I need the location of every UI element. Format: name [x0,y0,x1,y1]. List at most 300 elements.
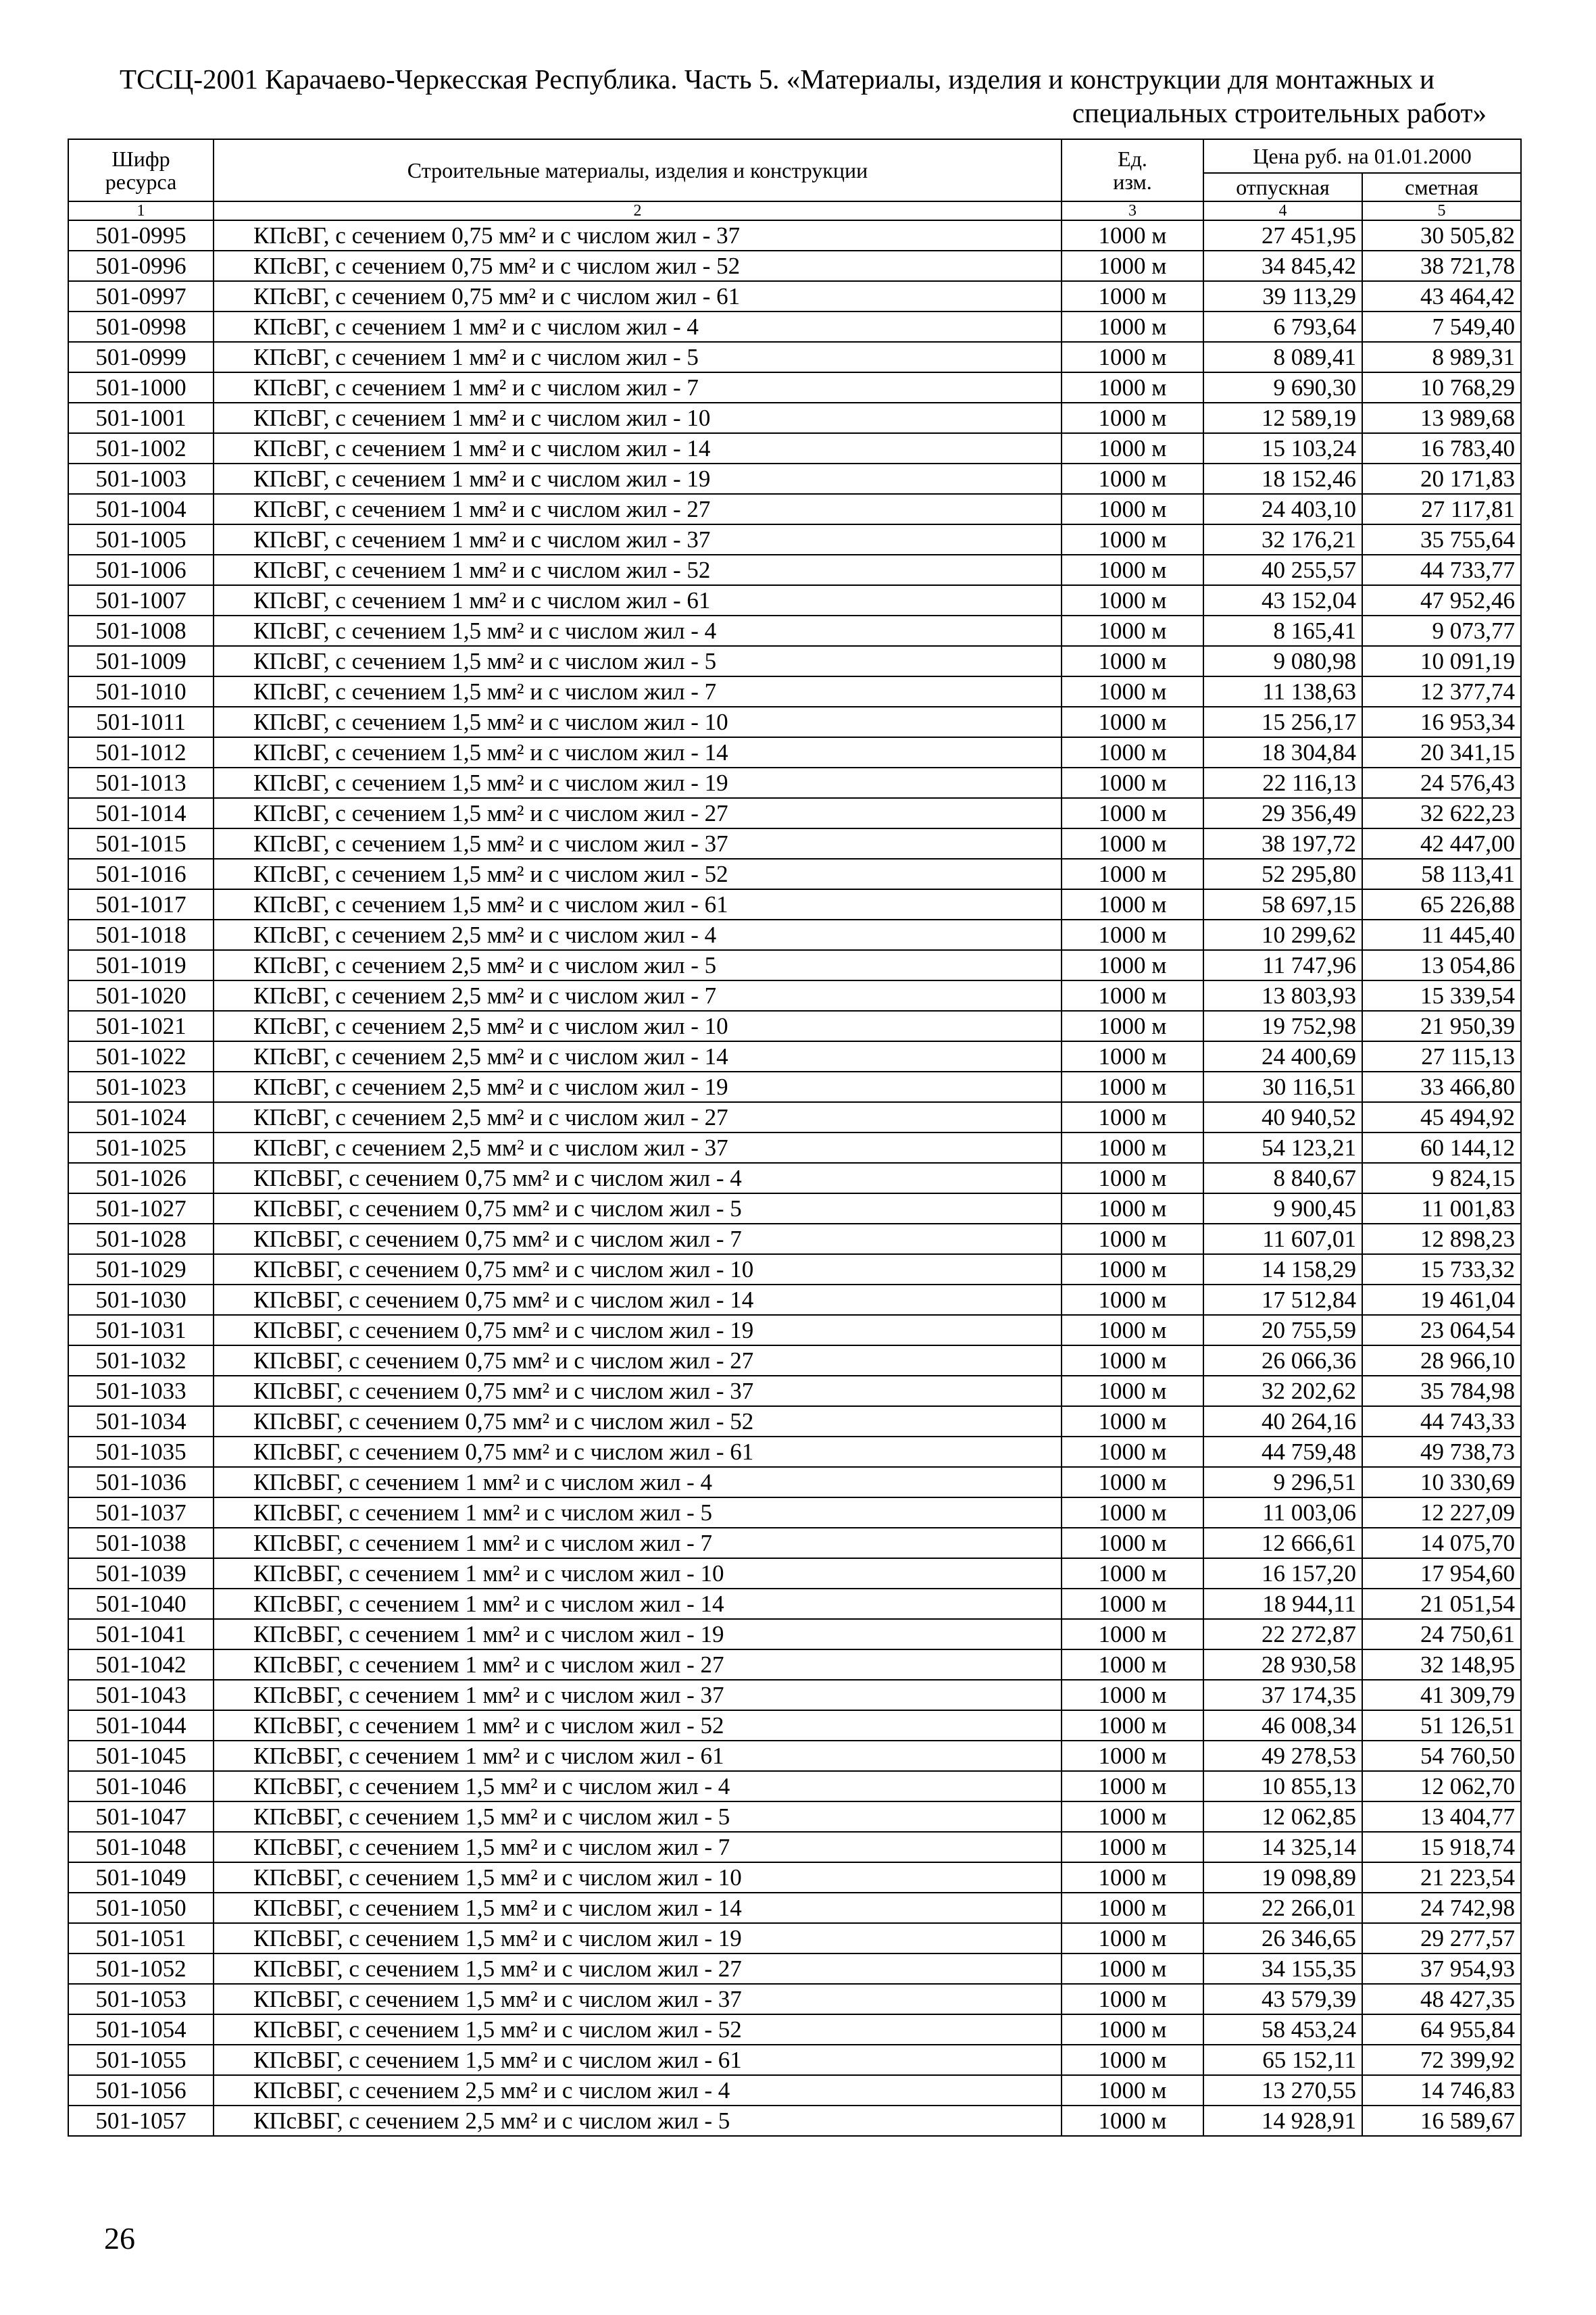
cell-name: КПсВБГ, с сечением 2,5 мм² и с числом жил - 5 [214,2106,1062,2136]
cell-code: 501-1045 [68,1741,214,1771]
cell-code: 501-1010 [68,676,214,707]
table-row [68,1315,1521,1345]
cell-name: КПсВГ, с сечением 1,5 мм² и с числом жил - 14 [214,737,1062,768]
cell-name: КПсВГ, с сечением 1,5 мм² и с числом жил - 4 [214,616,1062,646]
cell-estimate: 12 227,09 [1362,1497,1521,1528]
cell-estimate: 16 953,34 [1362,707,1521,737]
col-number-2: 2 [214,201,1062,220]
cell-name: КПсВБГ, с сечением 1 мм² и с числом жил - 37 [214,1680,1062,1710]
cell-unit: 1000 м [1062,676,1203,707]
cell-unit: 1000 м [1062,2075,1203,2106]
cell-unit: 1000 м [1062,798,1203,828]
cell-code: 501-1018 [68,920,214,950]
cell-estimate: 13 989,68 [1362,403,1521,433]
cell-estimate: 51 126,51 [1362,1710,1521,1741]
cell-release: 40 255,57 [1203,555,1362,585]
cell-code: 501-1033 [68,1376,214,1406]
cell-unit: 1000 м [1062,1193,1203,1224]
cell-release: 18 152,46 [1203,464,1362,494]
cell-name: КПсВГ, с сечением 1 мм² и с числом жил - 4 [214,312,1062,342]
table-row [68,1285,1521,1315]
cell-estimate: 11 445,40 [1362,920,1521,950]
cell-code: 501-1021 [68,1011,214,1041]
cell-code: 501-1036 [68,1467,214,1497]
cell-estimate: 16 589,67 [1362,2106,1521,2136]
cell-estimate: 27 115,13 [1362,1041,1521,1072]
cell-code: 501-1016 [68,859,214,889]
cell-unit: 1000 м [1062,737,1203,768]
cell-unit: 1000 м [1062,646,1203,676]
cell-estimate: 19 461,04 [1362,1285,1521,1315]
cell-release: 58 453,24 [1203,2014,1362,2045]
table-row [68,1437,1521,1467]
cell-name: КПсВГ, с сечением 1 мм² и с числом жил - 61 [214,585,1062,616]
cell-code: 501-1030 [68,1285,214,1315]
table-row [68,2075,1521,2106]
cell-release: 11 747,96 [1203,950,1362,980]
cell-name: КПсВГ, с сечением 1,5 мм² и с числом жил - 27 [214,798,1062,828]
cell-name: КПсВГ, с сечением 1,5 мм² и с числом жил - 10 [214,707,1062,737]
cell-estimate: 45 494,92 [1362,1102,1521,1132]
table-row [68,1528,1521,1558]
cell-release: 65 152,11 [1203,2045,1362,2075]
table-row [68,1893,1521,1923]
cell-name: КПсВБГ, с сечением 1 мм² и с числом жил - 10 [214,1558,1062,1589]
cell-code: 501-1020 [68,980,214,1011]
table-row [68,251,1521,281]
table-row [68,798,1521,828]
cell-code: 501-1039 [68,1558,214,1589]
table-row [68,1589,1521,1619]
cell-release: 13 270,55 [1203,2075,1362,2106]
table-row [68,1680,1521,1710]
cell-unit: 1000 м [1062,585,1203,616]
cell-release: 28 930,58 [1203,1649,1362,1680]
cell-unit: 1000 м [1062,1528,1203,1558]
cell-unit: 1000 м [1062,1163,1203,1193]
cell-estimate: 24 750,61 [1362,1619,1521,1649]
cell-code: 501-1017 [68,889,214,920]
cell-release: 12 062,85 [1203,1801,1362,1832]
cell-unit: 1000 м [1062,828,1203,859]
cell-release: 40 940,52 [1203,1102,1362,1132]
cell-code: 501-1057 [68,2106,214,2136]
cell-unit: 1000 м [1062,1497,1203,1528]
table-row [68,1862,1521,1893]
table-row [68,1467,1521,1497]
table-row [68,1345,1521,1376]
table-row [68,1132,1521,1163]
cell-name: КПсВБГ, с сечением 0,75 мм² и с числом жил - 52 [214,1406,1062,1437]
header-line-2: специальных строительных работ» [1072,97,1487,128]
cell-release: 15 256,17 [1203,707,1362,737]
cell-estimate: 43 464,42 [1362,281,1521,312]
cell-unit: 1000 м [1062,1619,1203,1649]
cell-name: КПсВГ, с сечением 2,5 мм² и с числом жил - 5 [214,950,1062,980]
cell-estimate: 15 918,74 [1362,1832,1521,1862]
cell-estimate: 35 784,98 [1362,1376,1521,1406]
cell-release: 8 840,67 [1203,1163,1362,1193]
cell-code: 501-1003 [68,464,214,494]
cell-unit: 1000 м [1062,1984,1203,2014]
cell-estimate: 20 171,83 [1362,464,1521,494]
table-row [68,281,1521,312]
cell-estimate: 9 073,77 [1362,616,1521,646]
cell-release: 58 697,15 [1203,889,1362,920]
cell-release: 39 113,29 [1203,281,1362,312]
table-row [68,494,1521,524]
cell-estimate: 29 277,57 [1362,1923,1521,1953]
cell-estimate: 21 051,54 [1362,1589,1521,1619]
table-row [68,1497,1521,1528]
cell-release: 38 197,72 [1203,828,1362,859]
cell-name: КПсВБГ, с сечением 1,5 мм² и с числом жил - 52 [214,2014,1062,2045]
cell-unit: 1000 м [1062,464,1203,494]
cell-code: 501-1053 [68,1984,214,2014]
table-row [68,1224,1521,1254]
cell-estimate: 20 341,15 [1362,737,1521,768]
cell-estimate: 72 399,92 [1362,2045,1521,2075]
cell-unit: 1000 м [1062,2045,1203,2075]
cell-code: 501-1031 [68,1315,214,1345]
cell-estimate: 65 226,88 [1362,889,1521,920]
cell-estimate: 27 117,81 [1362,494,1521,524]
table-row [68,585,1521,616]
cell-unit: 1000 м [1062,1406,1203,1437]
table-row [68,433,1521,464]
table-row [68,616,1521,646]
cell-name: КПсВБГ, с сечением 2,5 мм² и с числом жил - 4 [214,2075,1062,2106]
col-number-4: 4 [1203,201,1362,220]
cell-unit: 1000 м [1062,1680,1203,1710]
table-row [68,889,1521,920]
cell-estimate: 23 064,54 [1362,1315,1521,1345]
cell-name: КПсВБГ, с сечением 1 мм² и с числом жил - 52 [214,1710,1062,1741]
cell-release: 27 451,95 [1203,220,1362,251]
cell-release: 11 607,01 [1203,1224,1362,1254]
cell-release: 18 304,84 [1203,737,1362,768]
cell-unit: 1000 м [1062,372,1203,403]
cell-name: КПсВБГ, с сечением 1 мм² и с числом жил - 7 [214,1528,1062,1558]
cell-estimate: 28 966,10 [1362,1345,1521,1376]
col-header-unit-line2: изм. [1113,170,1152,194]
table-row [68,372,1521,403]
cell-estimate: 16 783,40 [1362,433,1521,464]
col-number-5: 5 [1362,201,1521,220]
cell-release: 8 165,41 [1203,616,1362,646]
col-header-code [68,139,214,201]
cell-code: 501-1015 [68,828,214,859]
cell-unit: 1000 м [1062,1132,1203,1163]
cell-code: 501-0995 [68,220,214,251]
cell-unit: 1000 м [1062,1224,1203,1254]
cell-estimate: 10 768,29 [1362,372,1521,403]
cell-name: КПсВБГ, с сечением 0,75 мм² и с числом жил - 37 [214,1376,1062,1406]
cell-estimate: 14 746,83 [1362,2075,1521,2106]
cell-name: КПсВГ, с сечением 0,75 мм² и с числом жил - 37 [214,220,1062,251]
cell-code: 501-1037 [68,1497,214,1528]
cell-unit: 1000 м [1062,707,1203,737]
cell-name: КПсВГ, с сечением 1,5 мм² и с числом жил - 7 [214,676,1062,707]
cell-name: КПсВБГ, с сечением 1,5 мм² и с числом жил - 14 [214,1893,1062,1923]
cell-unit: 1000 м [1062,1649,1203,1680]
cell-release: 22 272,87 [1203,1619,1362,1649]
table-row [68,1041,1521,1072]
table-row [68,2106,1521,2136]
cell-name: КПсВБГ, с сечением 1,5 мм² и с числом жил - 4 [214,1771,1062,1801]
cell-release: 26 066,36 [1203,1345,1362,1376]
cell-estimate: 42 447,00 [1362,828,1521,859]
table-row [68,403,1521,433]
cell-name: КПсВГ, с сечением 1 мм² и с числом жил - 37 [214,524,1062,555]
cell-name: КПсВГ, с сечением 2,5 мм² и с числом жил - 27 [214,1102,1062,1132]
cell-code: 501-1043 [68,1680,214,1710]
table-row [68,1771,1521,1801]
table-row [68,1801,1521,1832]
table-row [68,1923,1521,1953]
cell-estimate: 24 576,43 [1362,768,1521,798]
cell-unit: 1000 м [1062,1345,1203,1376]
cell-release: 14 928,91 [1203,2106,1362,2136]
cell-estimate: 10 091,19 [1362,646,1521,676]
cell-estimate: 37 954,93 [1362,1953,1521,1984]
cell-release: 32 176,21 [1203,524,1362,555]
cell-code: 501-1048 [68,1832,214,1862]
table-row [68,1163,1521,1193]
cell-name: КПсВБГ, с сечением 1,5 мм² и с числом жил - 7 [214,1832,1062,1862]
cell-name: КПсВБГ, с сечением 1 мм² и с числом жил - 5 [214,1497,1062,1528]
table-row [68,737,1521,768]
cell-release: 46 008,34 [1203,1710,1362,1741]
cell-code: 501-1046 [68,1771,214,1801]
cell-unit: 1000 м [1062,251,1203,281]
cell-unit: 1000 м [1062,889,1203,920]
col-number-1: 1 [68,201,214,220]
cell-name: КПсВБГ, с сечением 0,75 мм² и с числом жил - 4 [214,1163,1062,1193]
cell-estimate: 12 898,23 [1362,1224,1521,1254]
cell-estimate: 15 733,32 [1362,1254,1521,1285]
cell-estimate: 47 952,46 [1362,585,1521,616]
cell-unit: 1000 м [1062,920,1203,950]
cell-code: 501-1004 [68,494,214,524]
col-header-price: Цена руб. на 01.01.2000 [1203,139,1521,173]
cell-estimate: 9 824,15 [1362,1163,1521,1193]
cell-code: 501-1035 [68,1437,214,1467]
cell-name: КПсВГ, с сечением 2,5 мм² и с числом жил - 10 [214,1011,1062,1041]
cell-name: КПсВБГ, с сечением 1,5 мм² и с числом жил - 27 [214,1953,1062,1984]
table-row [68,646,1521,676]
cell-code: 501-1054 [68,2014,214,2045]
cell-unit: 1000 м [1062,1102,1203,1132]
cell-unit: 1000 м [1062,403,1203,433]
cell-name: КПсВГ, с сечением 0,75 мм² и с числом жил - 52 [214,251,1062,281]
cell-estimate: 11 001,83 [1362,1193,1521,1224]
cell-unit: 1000 м [1062,1801,1203,1832]
cell-name: КПсВБГ, с сечением 1,5 мм² и с числом жил - 61 [214,2045,1062,2075]
cell-estimate: 44 733,77 [1362,555,1521,585]
cell-unit: 1000 м [1062,1041,1203,1072]
cell-name: КПсВГ, с сечением 1 мм² и с числом жил - 10 [214,403,1062,433]
table-row [68,555,1521,585]
cell-name: КПсВГ, с сечением 1,5 мм² и с числом жил - 5 [214,646,1062,676]
cell-code: 501-1052 [68,1953,214,1984]
cell-code: 501-1013 [68,768,214,798]
table-row [68,524,1521,555]
cell-name: КПсВГ, с сечением 1,5 мм² и с числом жил - 37 [214,828,1062,859]
cell-code: 501-1050 [68,1893,214,1923]
cell-release: 10 299,62 [1203,920,1362,950]
cell-estimate: 10 330,69 [1362,1467,1521,1497]
table-row [68,707,1521,737]
cell-release: 20 755,59 [1203,1315,1362,1345]
cell-name: КПсВГ, с сечением 2,5 мм² и с числом жил - 14 [214,1041,1062,1072]
cell-code: 501-1002 [68,433,214,464]
table-row [68,1376,1521,1406]
cell-unit: 1000 м [1062,1832,1203,1862]
cell-name: КПсВГ, с сечением 2,5 мм² и с числом жил - 37 [214,1132,1062,1163]
cell-unit: 1000 м [1062,312,1203,342]
cell-estimate: 13 404,77 [1362,1801,1521,1832]
cell-release: 11 003,06 [1203,1497,1362,1528]
cell-release: 44 759,48 [1203,1437,1362,1467]
cell-estimate: 64 955,84 [1362,2014,1521,2045]
cell-name: КПсВБГ, с сечением 1,5 мм² и с числом жил - 19 [214,1923,1062,1953]
cell-release: 52 295,80 [1203,859,1362,889]
cell-release: 24 403,10 [1203,494,1362,524]
table-row [68,768,1521,798]
cell-release: 16 157,20 [1203,1558,1362,1589]
cell-estimate: 24 742,98 [1362,1893,1521,1923]
cell-code: 501-0999 [68,342,214,372]
cell-code: 501-1005 [68,524,214,555]
cell-code: 501-1019 [68,950,214,980]
cell-release: 30 116,51 [1203,1072,1362,1102]
col-header-code-line2: ресурса [105,170,177,194]
cell-release: 12 589,19 [1203,403,1362,433]
cell-name: КПсВГ, с сечением 1,5 мм² и с числом жил - 19 [214,768,1062,798]
cell-unit: 1000 м [1062,1923,1203,1953]
cell-code: 501-0997 [68,281,214,312]
cell-estimate: 30 505,82 [1362,220,1521,251]
cell-code: 501-1038 [68,1528,214,1558]
cell-code: 501-1049 [68,1862,214,1893]
cell-release: 49 278,53 [1203,1741,1362,1771]
cell-code: 501-1051 [68,1923,214,1953]
table-row [68,980,1521,1011]
cell-estimate: 33 466,80 [1362,1072,1521,1102]
cell-estimate: 8 989,31 [1362,342,1521,372]
cell-code: 501-1008 [68,616,214,646]
cell-release: 9 080,98 [1203,646,1362,676]
cell-unit: 1000 м [1062,1437,1203,1467]
cell-estimate: 14 075,70 [1362,1528,1521,1558]
table-row [68,1406,1521,1437]
cell-unit: 1000 м [1062,2014,1203,2045]
cell-unit: 1000 м [1062,1254,1203,1285]
cell-code: 501-1011 [68,707,214,737]
cell-name: КПсВБГ, с сечением 0,75 мм² и с числом жил - 10 [214,1254,1062,1285]
cell-release: 12 666,61 [1203,1528,1362,1558]
table-row [68,312,1521,342]
cell-unit: 1000 м [1062,1771,1203,1801]
cell-estimate: 21 950,39 [1362,1011,1521,1041]
cell-name: КПсВБГ, с сечением 1,5 мм² и с числом жил - 5 [214,1801,1062,1832]
cell-release: 8 089,41 [1203,342,1362,372]
table-row [68,464,1521,494]
cell-name: КПсВГ, с сечением 1,5 мм² и с числом жил - 52 [214,859,1062,889]
cell-release: 54 123,21 [1203,1132,1362,1163]
cell-estimate: 54 760,50 [1362,1741,1521,1771]
cell-code: 501-1042 [68,1649,214,1680]
price-table [68,139,1522,2137]
cell-name: КПсВГ, с сечением 2,5 мм² и с числом жил - 4 [214,920,1062,950]
cell-name: КПсВБГ, с сечением 0,75 мм² и с числом жил - 19 [214,1315,1062,1345]
cell-name: КПсВГ, с сечением 1 мм² и с числом жил - 14 [214,433,1062,464]
table-row [68,2045,1521,2075]
cell-release: 9 900,45 [1203,1193,1362,1224]
cell-unit: 1000 м [1062,1741,1203,1771]
cell-unit: 1000 м [1062,1558,1203,1589]
page-number: 26 [104,2221,135,2256]
cell-name: КПсВБГ, с сечением 1,5 мм² и с числом жил - 37 [214,1984,1062,2014]
cell-estimate: 35 755,64 [1362,524,1521,555]
table-row [68,859,1521,889]
cell-release: 14 158,29 [1203,1254,1362,1285]
col-header-release: отпускная [1203,173,1362,201]
cell-name: КПсВГ, с сечением 1 мм² и с числом жил - 7 [214,372,1062,403]
table-row [68,220,1521,251]
cell-unit: 1000 м [1062,281,1203,312]
table-row [68,1102,1521,1132]
table-row [68,1619,1521,1649]
cell-estimate: 41 309,79 [1362,1680,1521,1710]
table-row [68,1984,1521,2014]
cell-release: 17 512,84 [1203,1285,1362,1315]
cell-release: 9 690,30 [1203,372,1362,403]
cell-code: 501-1055 [68,2045,214,2075]
cell-unit: 1000 м [1062,433,1203,464]
cell-estimate: 13 054,86 [1362,950,1521,980]
table-row [68,1953,1521,1984]
cell-estimate: 38 721,78 [1362,251,1521,281]
cell-estimate: 17 954,60 [1362,1558,1521,1589]
cell-unit: 1000 м [1062,1376,1203,1406]
cell-unit: 1000 м [1062,494,1203,524]
cell-code: 501-1012 [68,737,214,768]
cell-name: КПсВБГ, с сечением 1 мм² и с числом жил - 4 [214,1467,1062,1497]
cell-release: 10 855,13 [1203,1771,1362,1801]
col-header-estimate: сметная [1362,173,1521,201]
cell-release: 22 116,13 [1203,768,1362,798]
cell-code: 501-1040 [68,1589,214,1619]
cell-code: 501-1024 [68,1102,214,1132]
cell-estimate: 48 427,35 [1362,1984,1521,2014]
cell-code: 501-1029 [68,1254,214,1285]
cell-unit: 1000 м [1062,1862,1203,1893]
cell-estimate: 7 549,40 [1362,312,1521,342]
cell-estimate: 60 144,12 [1362,1132,1521,1163]
cell-name: КПсВБГ, с сечением 1 мм² и с числом жил - 19 [214,1619,1062,1649]
cell-unit: 1000 м [1062,1011,1203,1041]
cell-estimate: 12 377,74 [1362,676,1521,707]
cell-release: 9 296,51 [1203,1467,1362,1497]
cell-code: 501-0998 [68,312,214,342]
cell-unit: 1000 м [1062,1710,1203,1741]
cell-name: КПсВБГ, с сечением 1 мм² и с числом жил - 14 [214,1589,1062,1619]
cell-code: 501-1044 [68,1710,214,1741]
cell-estimate: 32 148,95 [1362,1649,1521,1680]
col-number-3: 3 [1062,201,1203,220]
